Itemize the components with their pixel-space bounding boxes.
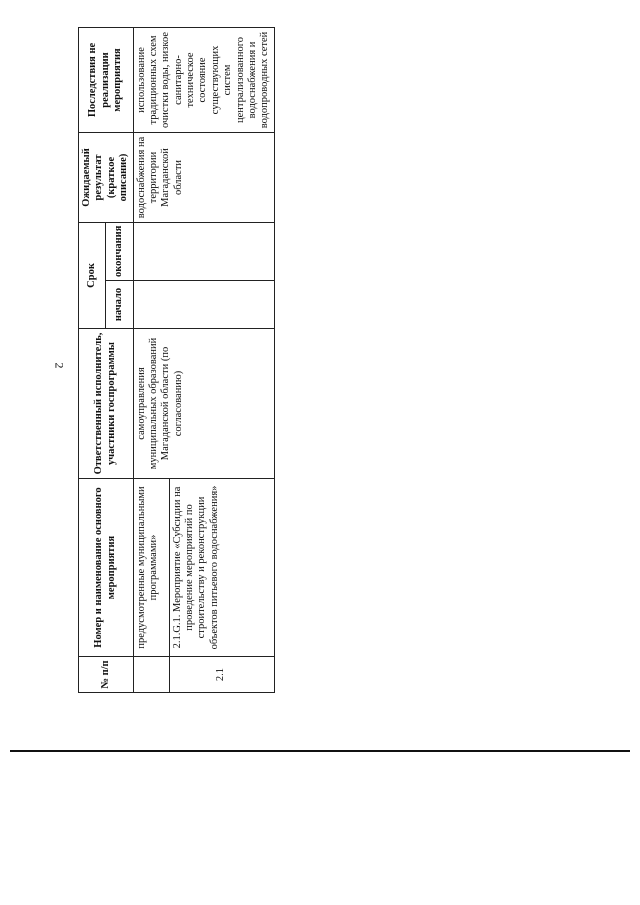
header-row <box>79 27 106 692</box>
measures-table <box>78 27 275 693</box>
header-consequence: Последствия не реализации мероприятия <box>79 27 134 132</box>
rotated-table-container <box>78 28 271 693</box>
header-end: окончания <box>106 222 133 280</box>
header-executor: Ответственный исполнитель, участники госпрограммы <box>79 329 134 479</box>
row1-result: водоснабжения на территории Магаданской области <box>133 132 274 222</box>
row1-name: предусмотренные муниципальными программами» <box>133 479 169 657</box>
header-start: начало <box>106 281 133 329</box>
row1-consequence: использование традиционных схем очистки воды, низкое санитарно-техническое состояние существующих систем централизованного водоснабжения и водопроводных сетей <box>133 27 274 132</box>
header-name: Номер и наименование основного мероприятия <box>79 479 134 657</box>
row1-executor: самоуправления муниципальных образований Магаданской области (по согласованию) <box>133 329 274 479</box>
row2-num: 2.1 <box>169 657 274 693</box>
horizontal-rule <box>10 750 630 752</box>
row1-num <box>133 657 169 693</box>
row2-name: 2.1.G.1. Мероприятие «Субсидии на проведение мероприятий по строительству и реконструкции объектов питьевого водоснабжения» <box>169 479 274 657</box>
row1-start <box>133 281 274 329</box>
header-num: № п/п <box>79 657 134 693</box>
header-result: Ожидаемый результат (краткое описание) <box>79 132 134 222</box>
table-row <box>133 27 169 692</box>
page-number: 2 <box>52 362 67 369</box>
header-period: Срок <box>79 222 106 328</box>
row1-end <box>133 222 274 280</box>
